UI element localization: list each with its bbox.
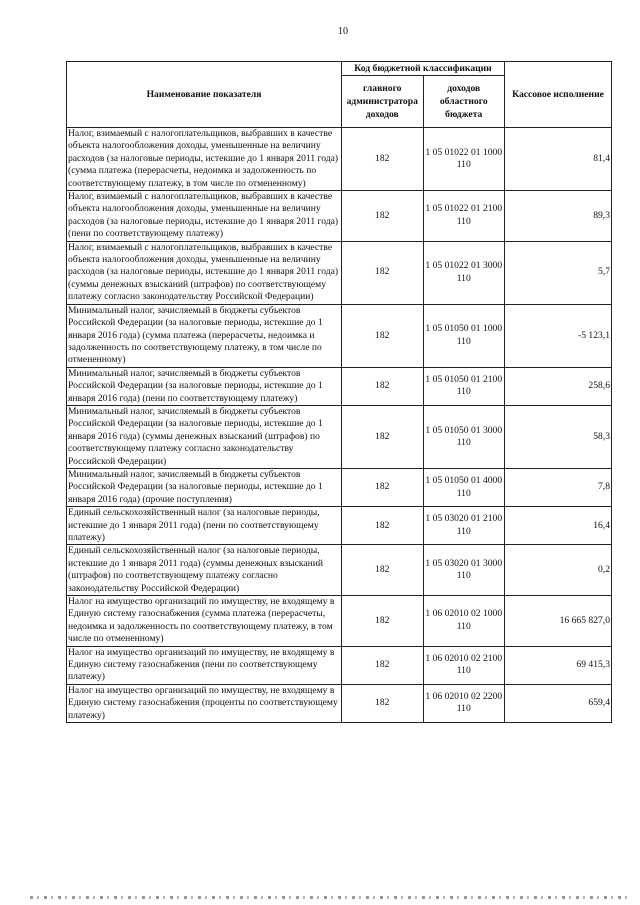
row-income-code-cell: 1 05 01050 01 2100 110	[423, 367, 505, 405]
table-row	[67, 241, 612, 304]
header-classification-group: Код бюджетной классификации	[342, 62, 505, 76]
row-admin-code-cell: 182	[342, 367, 424, 405]
row-income-code-cell: 1 05 01050 01 4000 110	[423, 468, 505, 506]
table-row	[67, 128, 612, 191]
header-income-code: доходов областного бюджета	[423, 76, 505, 128]
row-amount-cell: 16,4	[505, 507, 612, 545]
row-admin-code-cell: 182	[342, 684, 424, 722]
row-income-code-cell: 1 06 02010 02 2200 110	[423, 684, 505, 722]
row-name-cell: Налог, взимаемый с налогоплательщиков, выбравших в качестве объекта налогообложения доходы, уменьшенные на величину расходов (за налоговые периоды, истекшие до 1 января 2011 года) (суммы денежных взысканий (штрафов) по соответствующему платежу согласно законодательству Российской Федерации)	[67, 241, 342, 304]
row-name-cell: Минимальный налог, зачисляемый в бюджеты субъектов Российской Федерации (за налоговые периоды, истекшие до 1 января 2016 года) (пени по соответствующему платежу)	[67, 367, 342, 405]
row-admin-code-cell: 182	[342, 507, 424, 545]
row-admin-code-cell: 182	[342, 304, 424, 367]
row-amount-cell: 5,7	[505, 241, 612, 304]
table-body	[67, 128, 612, 723]
row-admin-code-cell: 182	[342, 468, 424, 506]
row-income-code-cell: 1 05 01022 01 3000 110	[423, 241, 505, 304]
table-row	[67, 191, 612, 242]
row-amount-cell: 258,6	[505, 367, 612, 405]
row-amount-cell: 7,8	[505, 468, 612, 506]
row-amount-cell: 58,3	[505, 405, 612, 468]
row-name-cell: Налог на имущество организаций по имуществу, не входящему в Единую систему газоснабжения (проценты по соответствующему платежу)	[67, 684, 342, 722]
row-admin-code-cell: 182	[342, 646, 424, 684]
table-row	[67, 405, 612, 468]
row-admin-code-cell: 182	[342, 128, 424, 191]
row-amount-cell: 89,3	[505, 191, 612, 242]
row-income-code-cell: 1 05 01050 01 1000 110	[423, 304, 505, 367]
table-row	[67, 367, 612, 405]
row-admin-code-cell: 182	[342, 596, 424, 647]
scan-artifact-line	[30, 896, 630, 899]
page-number: 10	[338, 26, 348, 37]
row-income-code-cell: 1 05 03020 01 3000 110	[423, 545, 505, 596]
row-amount-cell: 69 415,3	[505, 646, 612, 684]
header-amount: Кассовое исполнение	[505, 62, 612, 128]
table-row	[67, 468, 612, 506]
table-row	[67, 684, 612, 722]
budget-revenue-table	[66, 61, 612, 723]
row-amount-cell: 659,4	[505, 684, 612, 722]
table-row	[67, 545, 612, 596]
row-name-cell: Единый сельскохозяйственный налог (за налоговые периоды, истекшие до 1 января 2011 года) (суммы денежных взысканий (штрафов) по соответствующему платежу согласно законодательству Российской Федерации)	[67, 545, 342, 596]
row-name-cell: Налог на имущество организаций по имуществу, не входящему в Единую систему газоснабжения (сумма платежа (перерасчеты, недоимка и задолженность по соответствующему платежу, в том числе по отмененному)	[67, 596, 342, 647]
table-header	[67, 62, 612, 128]
row-name-cell: Налог, взимаемый с налогоплательщиков, выбравших в качестве объекта налогообложения доходы, уменьшенные на величину расходов (за налоговые периоды, истекшие до 1 января 2011 года) (пени по соответствующему платежу)	[67, 191, 342, 242]
row-amount-cell: 16 665 827,0	[505, 596, 612, 647]
row-name-cell: Минимальный налог, зачисляемый в бюджеты субъектов Российской Федерации (за налоговые периоды, истекшие до 1 января 2016 года) (прочие поступления)	[67, 468, 342, 506]
table-row	[67, 304, 612, 367]
row-name-cell: Минимальный налог, зачисляемый в бюджеты субъектов Российской Федерации (за налоговые периоды, истекшие до 1 января 2016 года) (сумма платежа (перерасчеты, недоимка и задолженность по соответствующему платежу, в том числе по отмененному)	[67, 304, 342, 367]
row-income-code-cell: 1 06 02010 02 2100 110	[423, 646, 505, 684]
row-name-cell: Налог на имущество организаций по имуществу, не входящему в Единую систему газоснабжения (пени по соответствующему платежу)	[67, 646, 342, 684]
row-amount-cell: 81,4	[505, 128, 612, 191]
row-name-cell: Минимальный налог, зачисляемый в бюджеты субъектов Российской Федерации (за налоговые периоды, истекшие до 1 января 2016 года) (суммы денежных взысканий (штрафов) по соответствующему платежу согласно законодательству Российской Федерации)	[67, 405, 342, 468]
row-income-code-cell: 1 05 01022 01 2100 110	[423, 191, 505, 242]
row-name-cell: Налог, взимаемый с налогоплательщиков, выбравших в качестве объекта налогообложения доходы, уменьшенные на величину расходов (за налоговые периоды, истекшие до 1 января 2011 года) (сумма платежа (перерасчеты, недоимка и задолженность по соответствующему платежу, в том числе по отмененному)	[67, 128, 342, 191]
row-income-code-cell: 1 05 01022 01 1000 110	[423, 128, 505, 191]
row-income-code-cell: 1 06 02010 02 1000 110	[423, 596, 505, 647]
table-row	[67, 596, 612, 647]
row-income-code-cell: 1 05 03020 01 2100 110	[423, 507, 505, 545]
row-admin-code-cell: 182	[342, 241, 424, 304]
row-amount-cell: 0,2	[505, 545, 612, 596]
row-admin-code-cell: 182	[342, 405, 424, 468]
table-row	[67, 507, 612, 545]
header-name: Наименование показателя	[67, 62, 342, 128]
row-admin-code-cell: 182	[342, 545, 424, 596]
row-amount-cell: -5 123,1	[505, 304, 612, 367]
header-admin: главного администратора доходов	[342, 76, 424, 128]
row-admin-code-cell: 182	[342, 191, 424, 242]
table-row	[67, 646, 612, 684]
row-name-cell: Единый сельскохозяйственный налог (за налоговые периоды, истекшие до 1 января 2011 года) (пени по соответствующему платежу)	[67, 507, 342, 545]
row-income-code-cell: 1 05 01050 01 3000 110	[423, 405, 505, 468]
